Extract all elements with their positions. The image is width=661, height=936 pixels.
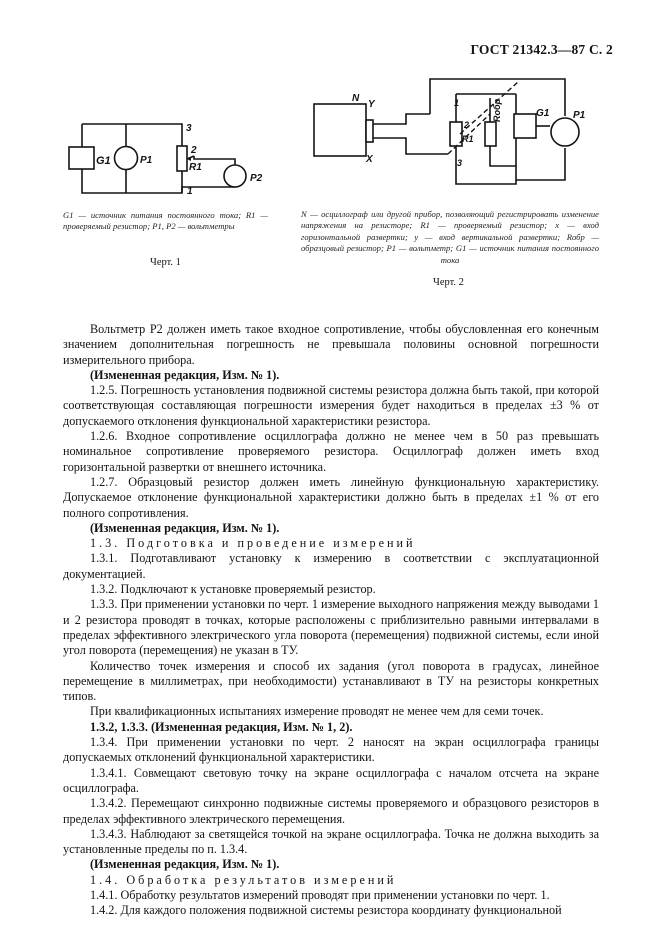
p1-label: P1 — [140, 155, 153, 166]
figure-2-caption: N — осциллограф или другой прибор, позволяющий регистрировать изменение напряжения на резисторе; R1 — проверяемый резистор; x — вход горизонтальной развертки; y — вход вертикальной развертки; Rобр — образцовый резистор; P1 — вольтметр; G1 — источник питания постоянного тока — [301, 209, 599, 265]
paragraph: 1.3.2. Подключают к установке проверяемый резистор. — [90, 582, 376, 597]
node-3-label: 3 — [457, 158, 463, 168]
figure-1-caption: G1 — источник питания постоянного тока; R1 — проверяемый резистор; P1, P2 — вольтметры — [63, 210, 268, 232]
r1-label: R1 — [462, 134, 474, 144]
g1-label: G1 — [96, 155, 111, 167]
section-heading: 1.3. Подготовка и проведение измерений — [90, 536, 416, 551]
figure-2-title: Черт. 2 — [433, 277, 464, 288]
paragraph: Количество точек измерения и способ их задания (угол поворота в градусах, линейное перемещение в миллиметрах, при необходимости) устанавливают в ТУ на резисторы конкретных типов. — [63, 658, 599, 704]
figure-1-title: Черт. 1 — [150, 257, 181, 268]
paragraph: 1.2.6. Входное сопротивление осциллографа должно не менее чем в 50 раз превышать номинальное сопротивление проверяемого резистора. Осциллограф должен иметь вход горизонтальной развертки от внешнего источника. — [63, 429, 599, 474]
paragraph: 1.4.1. Обработку результатов измерений проводят при применении установки по черт. 1. — [90, 887, 550, 902]
paragraph: 1.3.4.1. Совмещают световую точку на экране осциллографа с началом отсчета на экране осциллографа. — [63, 765, 599, 795]
paragraph: 1.2.7. Образцовый резистор должен иметь линейную функциональную характеристику. Допускаемое отклонение функциональной характеристики должно быть в пределах ±1 % от его полного сопротивления. — [63, 474, 599, 520]
node-3-label: 3 — [186, 123, 192, 134]
r1-label: R1 — [189, 162, 202, 173]
section-heading: 1.4. Обработка результатов измерений — [90, 872, 397, 887]
paragraph: 1.3.4. При применении установки по черт. 2 наносят на экран осциллографа границы допускаемых отклонений функциональной характеристики. — [63, 735, 599, 765]
paragraph: 1.3.1. Подготавливают установку к измерению в соответствии с эксплуатационной документацией. — [63, 551, 599, 581]
p1-label: P1 — [573, 110, 586, 121]
g1-label: G1 — [536, 108, 550, 119]
amendment-note: (Измененная редакция, Изм. № 1). — [90, 520, 280, 535]
amendment-note: (Измененная редакция, Изм. № 1). — [90, 367, 280, 382]
page-header: ГОСТ 21342.3—87 С. 2 — [470, 42, 613, 57]
node-1-label: 1 — [454, 98, 460, 108]
node-1-label: 1 — [187, 186, 193, 197]
figure-2-circuit — [306, 74, 596, 194]
paragraph: 1.2.5. Погрешность установления подвижной системы резистора должна быть такой, при которой соответствующая составляющая погрешности измерения будет находиться в пределах ±3 % от допускаемого отклонения функциональной характеристики резистора. — [63, 383, 599, 428]
p2-label: P2 — [250, 173, 263, 184]
paragraph: 1.4.2. Для каждого положения подвижной системы резистора координату функциональной — [90, 903, 562, 918]
n-label: N — [352, 93, 360, 104]
paragraph: Вольтметр P2 должен иметь такое входное сопротивление, чтобы обусловленная его конечным значением дополнительная погрешность не превышала половины основной погрешности измерительного прибора. — [63, 322, 599, 367]
amendment-note: (Измененная редакция, Изм. № 1). — [90, 857, 280, 872]
y-label: Y — [368, 99, 375, 110]
document-body — [63, 322, 599, 919]
paragraph: 1.3.4.2. Перемещают синхронно подвижные системы проверяемого и образцового резисторов в пределах эффективного электрического перемещения. — [63, 796, 599, 826]
node-2-label: 2 — [464, 120, 470, 130]
robr-label: Rобр — [492, 98, 502, 122]
amendment-note: 1.3.2, 1.3.3. (Измененная редакция, Изм. № 1, 2). — [90, 719, 353, 734]
paragraph: 1.3.4.3. Наблюдают за светящейся точкой на экране осциллографа. Точка не должна выходить за установленные пределы по п. 1.3.4. — [63, 826, 599, 857]
x-label: X — [366, 154, 373, 165]
paragraph: 1.3.3. При применении установки по черт. 1 измерение выходного напряжения между выводами 1 и 2 резистора проводят в точках, которые расположены с приблизительно равными интервалами в пределах эффективного электрического угла поворота (перемещения) подвижной системы, если иной угол поворота (перемещения) не указан в ТУ. — [63, 597, 599, 658]
figure-1-circuit — [60, 118, 280, 198]
paragraph: При квалификационных испытаниях измерение проводят не менее чем для семи точек. — [90, 704, 544, 719]
node-2-label: 2 — [191, 145, 197, 156]
